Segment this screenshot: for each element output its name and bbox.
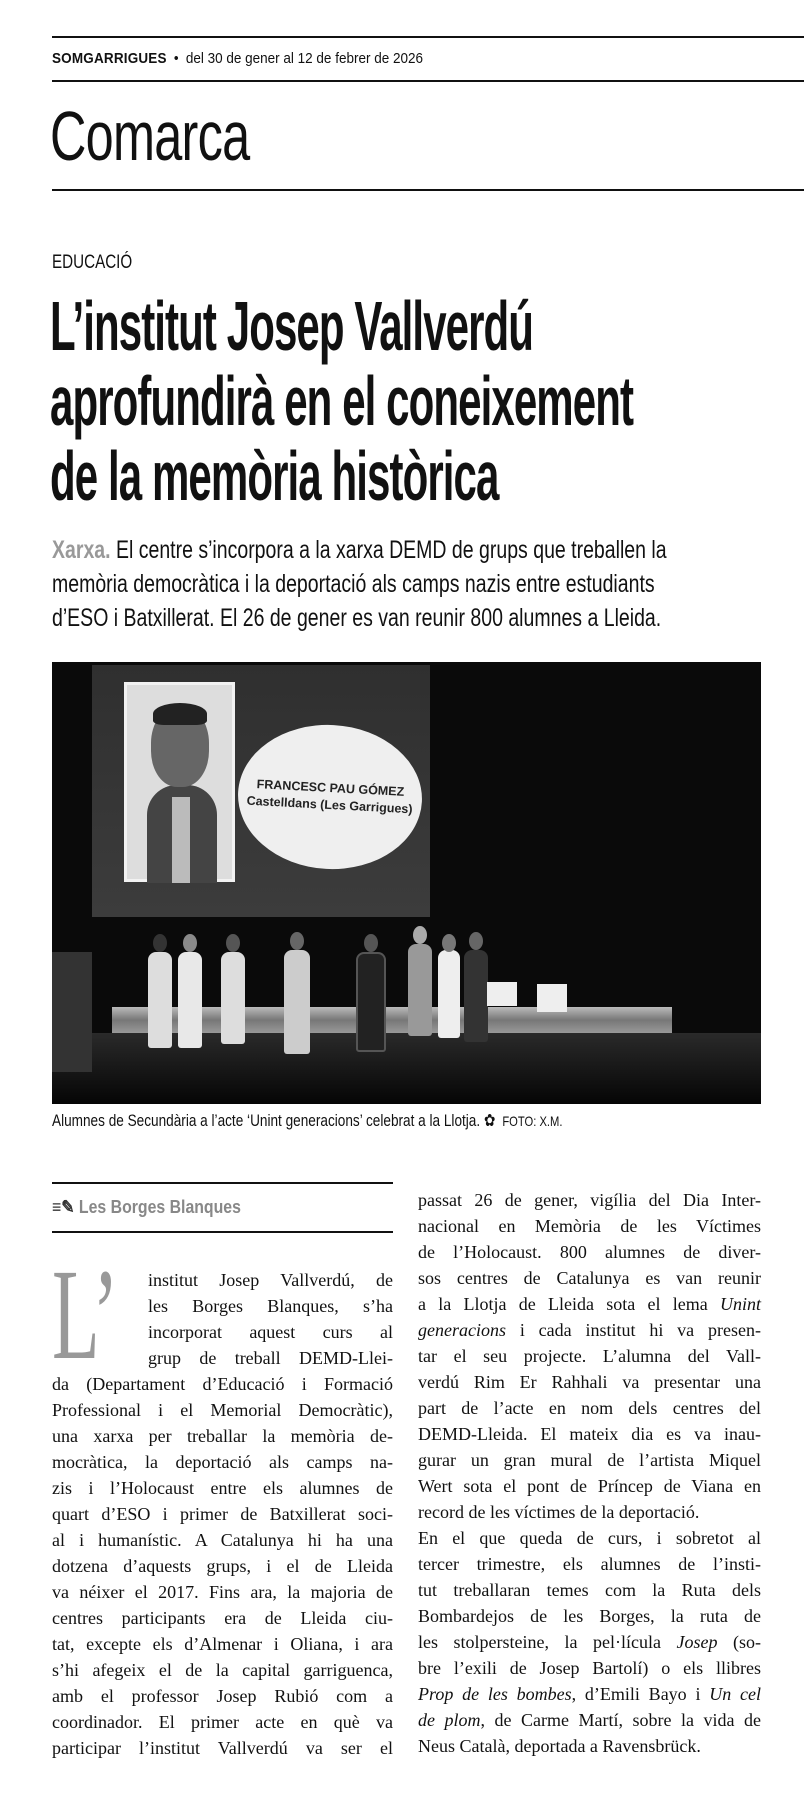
body-text: institut Josep Vallverdú, de (148, 1270, 393, 1290)
student-figure (408, 944, 432, 1036)
body-text: les stolpersteine, la pel·lícula (418, 1632, 677, 1652)
body-text: una xarxa per treballar la memòria de- (52, 1426, 393, 1446)
italic-title: Prop de les bombes (418, 1684, 572, 1704)
subtitle-line: d’ESO i Batxillerat. El 26 de gener es van reunir 800 alumnes a Lleida. (52, 604, 662, 632)
screen-place-text: Castelldans (Les Garrigues) (246, 793, 413, 817)
subtitle-line: memòria democràtica i la deportació als camps nazis entre estudiants (52, 570, 655, 598)
body-line (418, 1473, 761, 1499)
body-text: En el que queda de curs, i sobretot al (418, 1528, 761, 1548)
body-text: bre l’exili de Josep Bartolí) o els llibres (418, 1658, 761, 1678)
stage-chair (487, 982, 517, 1006)
body-line (52, 1631, 393, 1657)
body-text: part de l’acte en nom dels centres del (418, 1398, 761, 1418)
student-figure (148, 952, 172, 1048)
body-line (52, 1735, 393, 1761)
portrait-shirt (172, 797, 190, 883)
body-line (52, 1605, 393, 1631)
body-text: (so- (717, 1632, 761, 1652)
body-line (52, 1449, 393, 1475)
body-text: Bombardejos de les Borges, la ruta de (418, 1606, 761, 1626)
body-text: gurar un gran mural de l’artista Miquel (418, 1450, 761, 1470)
body-line (418, 1629, 761, 1655)
body-line (418, 1603, 761, 1629)
section-title: Comarca (50, 97, 250, 175)
byline-rule-bottom (52, 1231, 393, 1233)
body-text: Wert sota el pont de Príncep de Viana en (418, 1476, 761, 1496)
student-figure (438, 950, 460, 1038)
italic-title: Un cel (709, 1684, 761, 1704)
body-text: da (Departament d’Educació i Formació (52, 1374, 393, 1394)
body-line (148, 1293, 393, 1319)
body-line (52, 1527, 393, 1553)
italic-title: Josep (676, 1632, 718, 1652)
top-rule (52, 36, 804, 38)
student-figure (464, 950, 488, 1042)
body-line (418, 1239, 761, 1265)
italic-title: Unint (719, 1294, 761, 1314)
body-text: a la Llotja de Lleida sota el lema (418, 1294, 720, 1314)
student-head (469, 932, 483, 950)
student-figure (178, 952, 202, 1048)
caption-text: Alumnes de Secundària a l’acte ‘Unint generacions’ celebrat a la Llotja. (52, 1111, 481, 1130)
screen-name-text: FRANCESC PAU GÓMEZ (256, 777, 405, 799)
body-text: , d’Emili Bayo i (571, 1684, 710, 1704)
body-line (52, 1475, 393, 1501)
body-line (52, 1657, 393, 1683)
italic-title: generacions (418, 1320, 506, 1340)
body-line (52, 1371, 393, 1397)
body-text: participar l’institut Vallverdú va ser el (52, 1738, 393, 1758)
student-head (364, 934, 378, 952)
headline-line: aprofundirà en el coneixement (50, 362, 634, 440)
body-line (52, 1683, 393, 1709)
section-rule (52, 189, 804, 191)
body-line (418, 1343, 761, 1369)
student-figure (284, 950, 310, 1054)
body-text: amb el professor Josep Rubió com a (52, 1686, 393, 1706)
headline-line: de la memòria històrica (50, 437, 499, 515)
body-text: , de Carme Martí, sobre la vida de (480, 1710, 761, 1730)
lectern (52, 952, 92, 1072)
body-text: dotzena d’aquests grups, i el de Lleida (52, 1556, 393, 1576)
body-line (148, 1267, 393, 1293)
student-head (290, 932, 304, 950)
student-figure (356, 952, 386, 1052)
headline-line: L’institut Josep Vallverdú (50, 287, 534, 365)
italic-title: de plom (418, 1710, 481, 1730)
subtitle-text: El centre s’incorpora a la xarxa DEMD de grups que treballen la (110, 536, 667, 564)
body-line (418, 1525, 761, 1551)
body-text: tut treballaran temes com la Ruta dels (418, 1580, 761, 1600)
body-text: tercer trimestre, els alumnes de l’insti- (418, 1554, 761, 1574)
body-text: verdú Rim Er Rahhali va presentar una (418, 1372, 761, 1392)
body-text: al i humanístic. A Catalunya hi ha una (52, 1530, 393, 1550)
drop-cap: L’ (52, 1263, 119, 1367)
body-line (418, 1395, 761, 1421)
subtitle-lead: Xarxa. (52, 536, 111, 564)
body-line (52, 1423, 393, 1449)
body-line (418, 1421, 761, 1447)
body-column-left (52, 1267, 393, 1761)
body-text: s’hi afegeix el de la capital garriguenca, (52, 1660, 393, 1680)
body-line (148, 1319, 393, 1345)
body-text: passat 26 de gener, vigília del Dia Inter- (418, 1190, 761, 1210)
body-text: coordinador. El primer acte en què va (52, 1712, 393, 1732)
body-column-right (418, 1187, 761, 1759)
body-line (418, 1499, 761, 1525)
photo-credit: FOTO: X.M. (502, 1113, 563, 1129)
body-text: tar el seu projecte. L’alumna del Vall- (418, 1346, 761, 1366)
body-text: Professional i el Memorial Democràtic), (52, 1400, 393, 1420)
body-text: i cada institut hi va presen- (505, 1320, 761, 1340)
article-kicker: EDUCACIÓ (52, 252, 133, 273)
body-line (418, 1655, 761, 1681)
byline (52, 1197, 241, 1218)
body-line (418, 1707, 761, 1733)
body-line (52, 1553, 393, 1579)
body-text: DEMD-Lleida. El mateix dia es va inau- (418, 1424, 761, 1444)
body-line (418, 1577, 761, 1603)
student-figure (221, 952, 245, 1044)
subtitle-line (52, 533, 667, 567)
photo-caption (52, 1111, 562, 1131)
body-line (418, 1733, 761, 1759)
body-text: va néixer el 2017. Fins ara, la majoria de (52, 1582, 393, 1602)
body-line (418, 1681, 761, 1707)
body-line (418, 1213, 761, 1239)
pen-list-icon: ≡✎ (52, 1197, 75, 1217)
body-text: incorporat aquest curs al (148, 1322, 393, 1342)
body-line (418, 1551, 761, 1577)
body-line (418, 1369, 761, 1395)
body-text: grup de treball DEMD-Llei- (148, 1348, 393, 1368)
body-text: Neus Català, deportada a Ravensbrück. (418, 1736, 701, 1756)
publication-name: SOMGARRIGUES (52, 50, 167, 67)
body-line (52, 1501, 393, 1527)
body-text: sos centres de Catalunya es van reunir (418, 1268, 761, 1288)
body-line (52, 1579, 393, 1605)
body-line (418, 1265, 761, 1291)
header-separator: • (173, 50, 179, 67)
byline-location: Les Borges Blanques (78, 1197, 241, 1217)
body-line (148, 1345, 393, 1371)
student-head (226, 934, 240, 952)
header-rule (52, 80, 804, 82)
body-text: les Borges Blanques, s’ha (148, 1296, 393, 1316)
portrait-image (124, 682, 235, 882)
body-text: mocràtica, la deportació als camps na- (52, 1452, 393, 1472)
camera-shutter-icon: ✿ (483, 1111, 496, 1130)
byline-rule-top (52, 1182, 393, 1184)
body-line (52, 1397, 393, 1423)
body-line (418, 1447, 761, 1473)
portrait-hair (153, 703, 207, 725)
page-header (52, 50, 423, 67)
student-head (153, 934, 167, 952)
body-line (418, 1317, 761, 1343)
student-head (183, 934, 197, 952)
article-photo (52, 662, 761, 1104)
stage-chair (537, 984, 567, 1012)
body-text: de l’Holocaust. 800 alumnes de diver- (418, 1242, 761, 1262)
body-line (418, 1291, 761, 1317)
body-text: record de les víctimes de la deportació. (418, 1502, 700, 1522)
student-head (413, 926, 427, 944)
issue-date: del 30 de gener al 12 de febrer de 2026 (185, 50, 424, 67)
body-text: centres participants era de Lleida ciu- (52, 1608, 393, 1628)
student-head (442, 934, 456, 952)
body-text: tat, excepte els d’Almenar i Oliana, i ara (52, 1634, 393, 1654)
body-text: zis i l’Holocaust entre els alumnes de (52, 1478, 393, 1498)
body-line (418, 1187, 761, 1213)
body-text: nacional en Memòria de les Víctimes (418, 1216, 761, 1236)
body-text: quart d’ESO i primer de Batxillerat soci- (52, 1504, 393, 1524)
body-line (52, 1709, 393, 1735)
